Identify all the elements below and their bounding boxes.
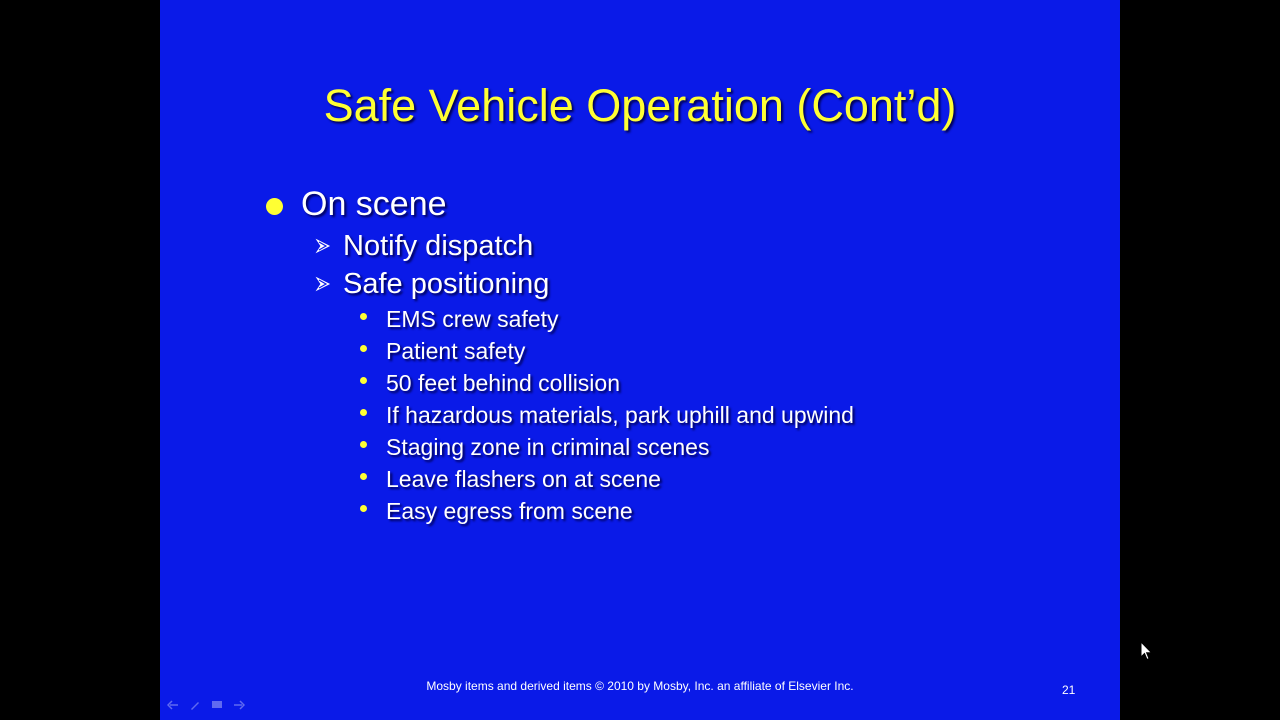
- sub-bullet-safe-positioning: [315, 266, 549, 302]
- slideshow-toolbar: [166, 698, 246, 712]
- list-item: [360, 304, 559, 334]
- bullet-dot-icon: [360, 505, 367, 512]
- list-item-text: EMS crew safety: [386, 305, 559, 332]
- slide-menu-icon[interactable]: [210, 698, 224, 712]
- bullet-on-scene: [266, 184, 447, 224]
- bullet-text: On scene: [301, 184, 447, 223]
- slide-title: Safe Vehicle Operation (Cont’d): [323, 80, 957, 131]
- slide-number: 21: [1062, 683, 1076, 697]
- list-item: [360, 400, 854, 430]
- list-item: [360, 368, 620, 398]
- bullet-dot-icon: [266, 198, 283, 215]
- list-item-text: Staging zone in criminal scenes: [386, 433, 710, 460]
- list-item-text: 50 feet behind collision: [386, 369, 620, 396]
- arrow-bullet-icon: [315, 276, 335, 292]
- list-item-text: Easy egress from scene: [386, 497, 633, 524]
- list-item: [360, 336, 525, 366]
- bullet-dot-icon: [360, 473, 367, 480]
- sub-bullet-text: Safe positioning: [343, 267, 550, 300]
- bullet-dot-icon: [360, 409, 367, 416]
- slide-footer: Mosby items and derived items © 2010 by Mosby, Inc. an affiliate of Elsevier Inc.: [426, 679, 854, 693]
- bullet-dot-icon: [360, 313, 367, 320]
- list-item: [360, 464, 661, 494]
- arrow-bullet-icon: [315, 238, 335, 254]
- sub-bullet-notify-dispatch: [315, 228, 533, 264]
- bullet-dot-icon: [360, 441, 367, 448]
- bullet-dot-icon: [360, 377, 367, 384]
- previous-slide-icon[interactable]: [166, 698, 180, 712]
- list-item: [360, 432, 709, 462]
- list-item-text: Leave flashers on at scene: [386, 465, 661, 492]
- list-item-text: Patient safety: [386, 337, 526, 364]
- mouse-pointer-icon: [1140, 641, 1153, 661]
- list-item-text: If hazardous materials, park uphill and upwind: [386, 401, 854, 428]
- pen-icon[interactable]: [188, 698, 202, 712]
- next-slide-icon[interactable]: [232, 698, 246, 712]
- bullet-dot-icon: [360, 345, 367, 352]
- sub-bullet-text: Notify dispatch: [343, 229, 534, 262]
- list-item: [360, 496, 633, 526]
- slide: [160, 0, 1120, 720]
